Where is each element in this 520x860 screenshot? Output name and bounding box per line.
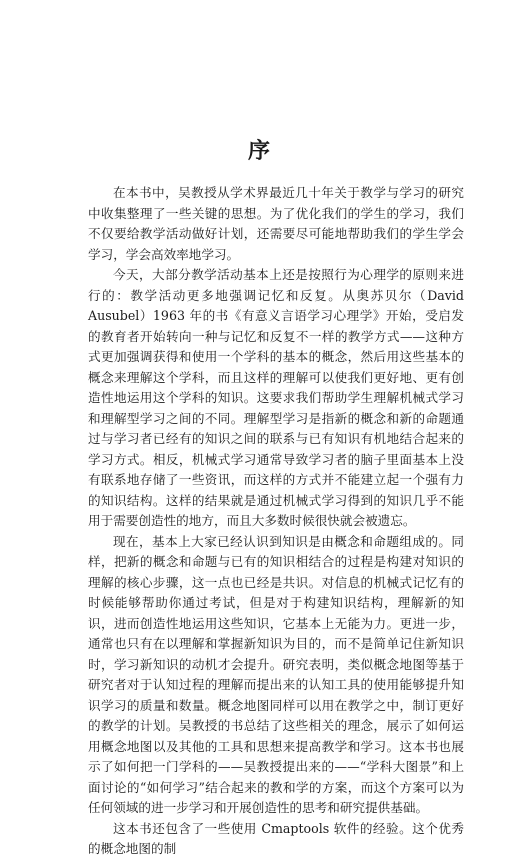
paragraph: 现在，基本上大家已经认识到知识是由概念和命题组成的。同样，把新的概念和命题与已有的知识相结合的过程是构建对知识的理解的核心步骤，这一点也已经是共识。对信息的机械式记忆有的时候能够帮助你通过考试，但是对于构建知识结构，理解新的知识，进而创造性地运用这些知识，它基本上无能为力。更进一步，通常也只有在以理解和掌握新知识为目的，而不是简单记住新知识时，学习新知识的动机才会提升。研究表明，类似概念地图等基于研究者对于认知过程的理解而提出来的认知工具的使用能够提升知识学习的质量和数量。概念地图同样可以用在教学之中，制订更好的教学的计划。吴教授的书总结了这些相关的理念，展示了如何运用概念地图以及其他的工具和思想来提高教学和学习。这本书也展示了如何把一门学科的——吴教授提出来的——“学科大图景”和上面讨论的“如何学习”结合起来的教和学的方案，而这个方案可以为任何领域的进一步学习和开展创造性的思考和研究提供基础。 [88, 533, 464, 815]
paragraph: 今天，大部分教学活动基本上还是按照行为心理学的原则来进行的：教学活动更多地强调记忆和反复。从奥苏贝尔（David Ausubel）1963 年的书《有意义言语学习心理学》开始，受启发的教育者开始转向一种与记忆和反复不一样的教学方式——这种方式更加强调获得和使用一个学科的基本的概念，然后用这些基本的概念来理解这个学科，而且这样的理解可以使我们更好地、更有创造性地运用这个学科的知识。这要求我们帮助学生理解机械式学习和理解型学习之间的不同。理解型学习是指新的概念和新的命题通过与学习者已经有的知识之间的联系与已有知识有机地结合起来的学习方式。相反，机械式学习通常导致学习者的脑子里面基本上没有联系地存储了一些资讯，而这样的方式并不能建立起一个强有力的知识结构。这样的结果就是通过机械式学习得到的知识几乎不能用于需要创造性的地方，而且大多数时候很快就会被遗忘。 [88, 267, 464, 528]
paragraph: 这本书还包含了一些使用 Cmaptools 软件的经验。这个优秀的概念地图的制 [88, 820, 464, 856]
page-title: 序 [247, 138, 272, 164]
paragraph: 在本书中，吴教授从学术界最近几十年关于教学与学习的研究中收集整理了一些关键的思想。为了优化我们的学生的学习，我们不仅要给教学活动做好计划，还需要尽可能地帮助我们的学生学会学习，学会高效率地学习。 [88, 185, 464, 262]
body-text [88, 183, 464, 860]
